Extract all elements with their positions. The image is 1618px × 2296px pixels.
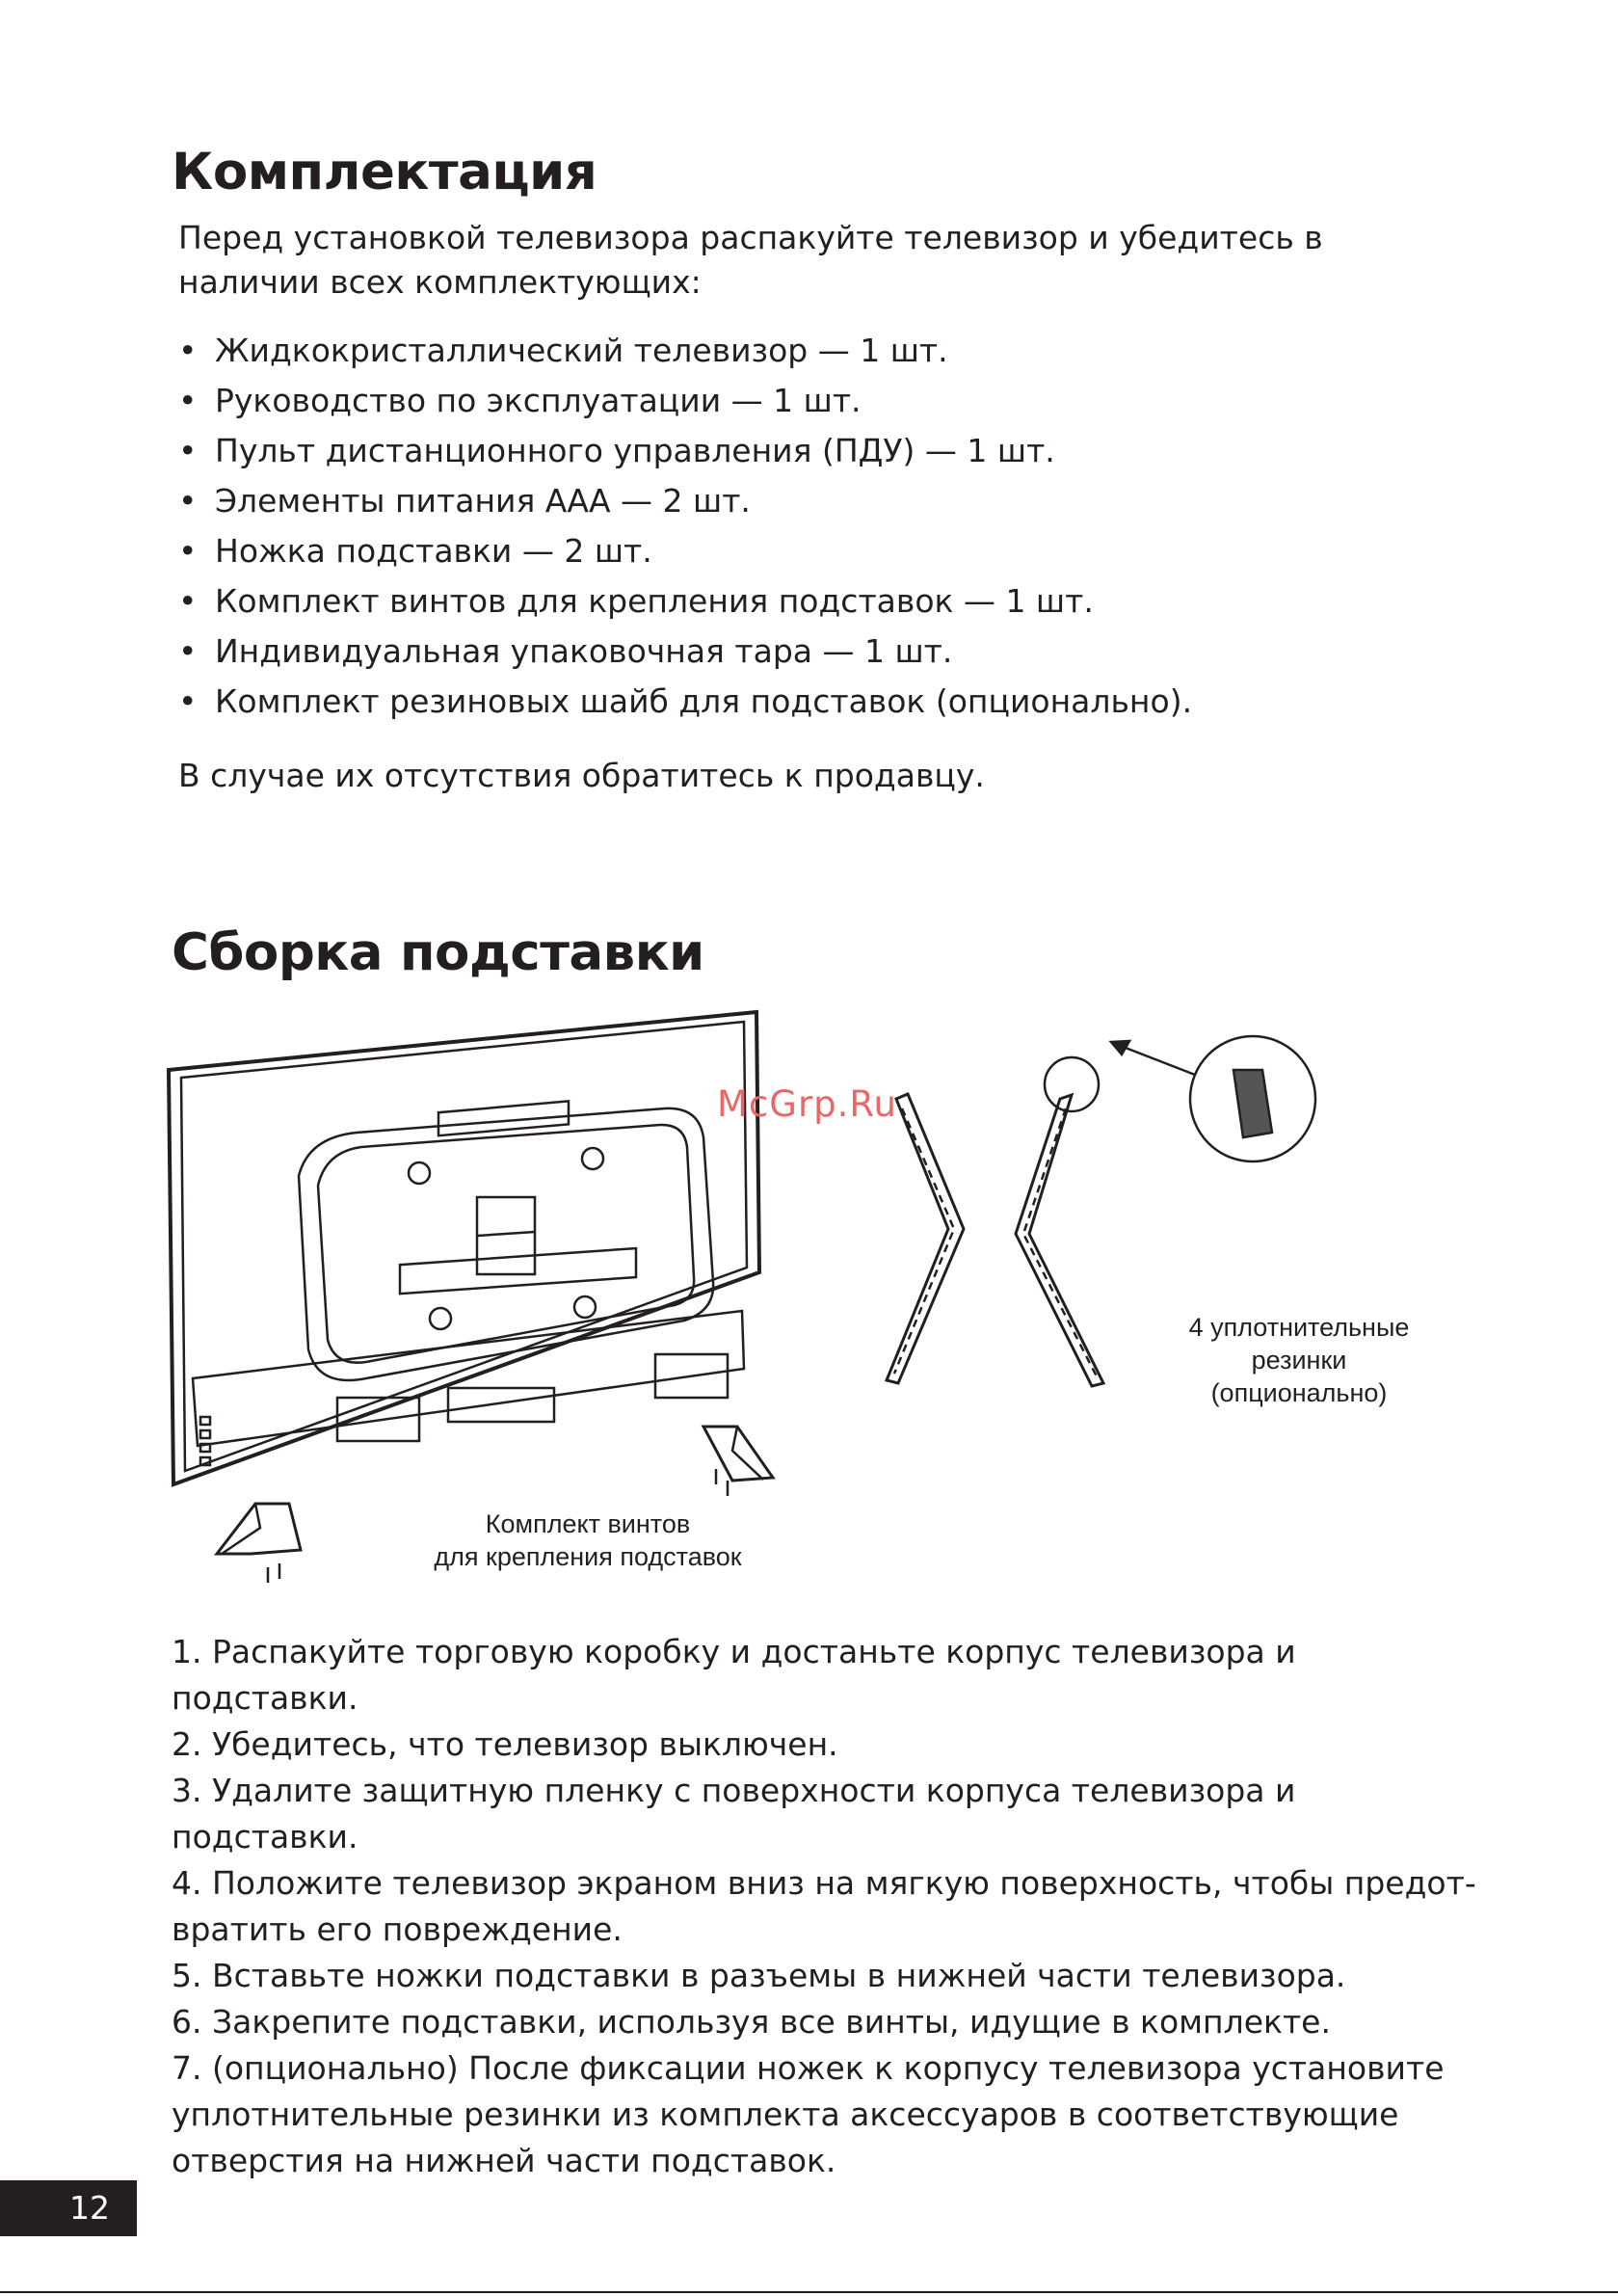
list-item: 3. Удалите защитную пленку с поверхности корпуса телевизора и подставки.	[172, 1772, 1296, 1855]
list-item: 7. (опционально) После фиксации ножек к корпусу телевизора установите уплотнительные резинки из комплекта аксессуаров в соответствующие отверстия на нижней части подставок.	[172, 2049, 1445, 2179]
list-item: • Комплект резиновых шайб для подставок (опционально).	[178, 677, 1192, 727]
list-item: 1. Распакуйте торговую коробку и достаньте корпус телевизора и подставки.	[172, 1633, 1296, 1717]
rubber-label: 4 уплотнительные резинки (опционально)	[1188, 1313, 1410, 1407]
rubber-highlight-circle	[1045, 1057, 1099, 1111]
kit-note-text: В случае их отсутствия обратитесь к продавцу.	[178, 757, 985, 794]
kit-intro-text: Перед установкой телевизора распакуйте телевизор и убедитесь в наличии всех комплектующих:	[178, 219, 1323, 301]
right-stand-foot	[703, 1427, 773, 1481]
list-item: 6. Закрепите подставки, используя все винты, идущие в комплекте.	[172, 2003, 1331, 2041]
stand-leg-plain	[887, 1094, 964, 1383]
list-item: • Индивидуальная упаковочная тара — 1 шт.	[178, 627, 1192, 677]
watermark-text: McGrp.Ru	[717, 1083, 897, 1125]
screws-right	[716, 1469, 728, 1496]
list-item: • Жидкокристаллический телевизор — 1 шт.	[178, 326, 1192, 376]
list-item: • Пульт дистанционного управления (ПДУ) — 1 шт.	[178, 426, 1192, 476]
screws-label: Комплект винтов для крепления подставок	[434, 1509, 742, 1571]
bullet-icon: •	[178, 632, 198, 670]
list-item: 5. Вставьте ножки подставки в разъемы в нижней части телевизора.	[172, 1957, 1346, 1994]
kit-list	[178, 326, 1192, 727]
list-item: • Ножка подставки — 2 шт.	[178, 526, 1192, 576]
bullet-icon: •	[178, 532, 198, 570]
bullet-icon: •	[178, 582, 198, 620]
list-item: • Руководство по эксплуатации — 1 шт.	[178, 376, 1192, 426]
vesa-hole	[574, 1296, 596, 1318]
bullet-icon: •	[178, 432, 198, 469]
section-title-stand: Сборка подставки	[172, 923, 704, 982]
list-item: 4. Положите телевизор экраном вниз на мягкую поверхность, чтобы предот-вратить его повреждение.	[172, 1864, 1476, 1948]
list-item: • Комплект винтов для крепления подставок — 1 шт.	[178, 576, 1192, 627]
list-item: • Элементы питания ААА — 2 шт.	[178, 476, 1192, 526]
vesa-hole	[409, 1162, 430, 1184]
side-buttons	[200, 1417, 210, 1465]
bottom-vent	[400, 1248, 636, 1294]
assembly-steps	[172, 1629, 1482, 2184]
arrow-icon	[1111, 1041, 1129, 1055]
tv-back-outer-frame	[169, 1012, 759, 1484]
screws-left	[268, 1563, 279, 1583]
bottom-rule	[0, 2291, 1618, 2293]
bullet-icon: •	[178, 682, 198, 720]
vesa-hole	[582, 1148, 603, 1169]
bottom-panel	[448, 1388, 554, 1422]
section-title-kit: Комплектация	[172, 143, 597, 201]
bullet-icon: •	[178, 482, 198, 520]
list-item: 2. Убедитесь, что телевизор выключен.	[172, 1725, 838, 1763]
page-number: 12	[69, 2189, 110, 2227]
vesa-hole	[430, 1308, 451, 1329]
bullet-icon: •	[178, 382, 198, 419]
bullet-icon: •	[178, 332, 198, 369]
stand-leg-with-rubber	[1016, 1095, 1103, 1386]
